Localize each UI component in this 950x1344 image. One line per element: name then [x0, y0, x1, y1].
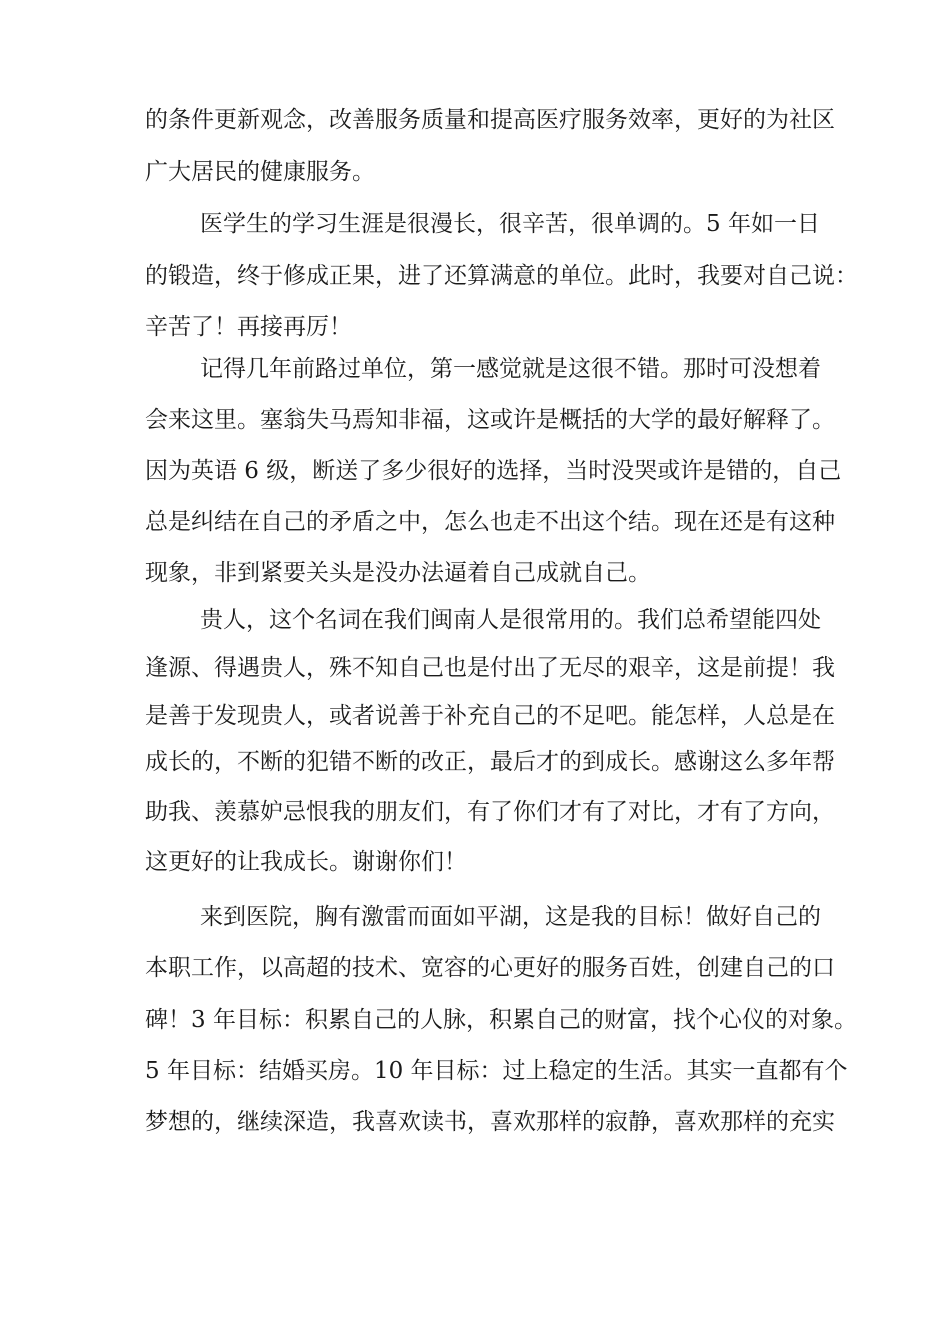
text-line: 总是纠结在自己的矛盾之中，怎么也走不出这个结。现在还是有这种	[145, 509, 835, 535]
text-line: 的锻造，终于修成正果，进了还算满意的单位。此时，我要对自己说：	[145, 263, 858, 289]
paragraph-first-line: 医学生的学习生涯是很漫长，很辛苦，很单调的。5 年如一日	[200, 211, 820, 237]
text-line: 成长的，不断的犯错不断的改正，最后才的到成长。感谢这么多年帮	[145, 749, 835, 775]
text-line: 逢源、得遇贵人，殊不知自己也是付出了无尽的艰辛，这是前提！我	[145, 655, 835, 681]
text-line: 这更好的让我成长。谢谢你们！	[145, 849, 467, 875]
paragraph-first-line: 贵人，这个名词在我们闽南人是很常用的。我们总希望能四处	[200, 607, 821, 633]
text-line: 是善于发现贵人，或者说善于补充自己的不足吧。能怎样，人总是在	[145, 703, 835, 729]
text-line: 广大居民的健康服务。	[145, 159, 375, 185]
text-line: 辛苦了！再接再厉！	[145, 314, 352, 340]
text-line: 会来这里。塞翁失马焉知非福，这或许是概括的大学的最好解释了。	[145, 407, 835, 433]
paragraph-first-line: 记得几年前路过单位，第一感觉就是这很不错。那时可没想着	[200, 356, 821, 382]
text-line: 本职工作，以高超的技术、宽容的心更好的服务百姓，创建自己的口	[145, 955, 835, 981]
text-line: 因为英语 6 级，断送了多少很好的选择，当时没哭或许是错的，自己	[145, 458, 842, 484]
text-line: 5 年目标：结婚买房。10 年目标：过上稳定的生活。其实一直都有个	[145, 1058, 848, 1084]
text-line: 梦想的，继续深造，我喜欢读书，喜欢那样的寂静，喜欢那样的充实	[145, 1109, 835, 1135]
text-line: 碑！3 年目标：积累自己的人脉，积累自己的财富，找个心仪的对象。	[145, 1007, 857, 1033]
text-line: 的条件更新观念，改善服务质量和提高医疗服务效率，更好的为社区	[145, 107, 835, 133]
paragraph-first-line: 来到医院，胸有激雷而面如平湖，这是我的目标！做好自己的	[200, 904, 821, 930]
text-line: 助我、羡慕妒忌恨我的朋友们，有了你们才有了对比，才有了方向，	[145, 799, 835, 825]
text-line: 现象，非到紧要关头是没办法逼着自己成就自己。	[145, 560, 651, 586]
